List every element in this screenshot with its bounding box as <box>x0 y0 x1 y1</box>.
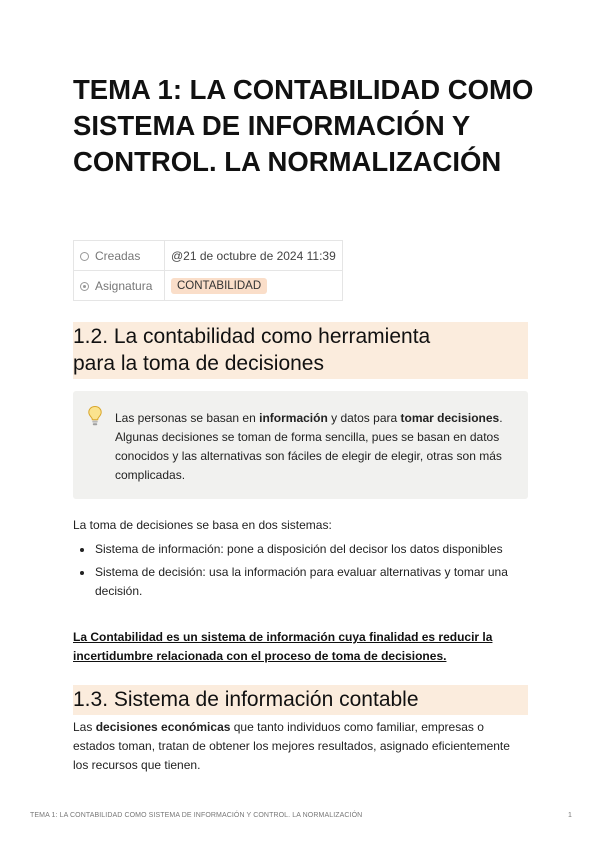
page-title: TEMA 1: LA CONTABILIDAD COMO SISTEMA DE INFORMACIÓN Y CONTROL. LA NORMALIZACIÓN <box>73 74 534 177</box>
paragraph-1-3 <box>73 718 528 775</box>
section-heading-1-2-line1: 1.2. La contabilidad como herramienta <box>73 325 431 348</box>
key-statement: La Contabilidad es un sistema de información cuya finalidad es reducir la incertidumbre relacionada con el proceso de toma de decisiones. <box>73 630 493 663</box>
page-footer <box>30 812 572 819</box>
callout-box <box>73 391 528 499</box>
subject-tag: CONTABILIDAD <box>171 278 267 294</box>
callout-bold-tomar-decisiones: tomar decisiones <box>400 411 500 425</box>
section-heading-1-2-line2: para la toma de decisiones <box>73 352 324 375</box>
select-icon <box>80 282 89 291</box>
callout-text <box>115 409 511 485</box>
properties-table <box>73 240 343 301</box>
callout-bold-informacion: información <box>259 411 328 425</box>
property-row-subject <box>74 271 343 301</box>
list-item: Sistema de decisión: usa la información para evaluar alternativas y tomar una decisión. <box>73 563 528 601</box>
property-key-subject <box>74 271 165 301</box>
bold-decisiones-economicas: decisiones económicas <box>95 720 231 734</box>
callout-text-part: . Algunas decisiones se toman de forma sencilla, pues se basan en datos conocidos y las alternativas son fáciles de elegir de elegir, otras son más complicadas. <box>115 411 503 482</box>
lightbulb-icon <box>87 405 103 427</box>
section-heading-1-3: 1.3. Sistema de información contable <box>73 685 528 715</box>
clock-icon <box>80 252 89 261</box>
bullet-list <box>73 540 528 605</box>
created-label: Creadas <box>95 248 141 263</box>
callout-text-part: Las personas se basan en <box>115 411 260 425</box>
subject-label: Asignatura <box>95 278 153 293</box>
paragraph-text-part: que tanto individuos como familiar, empresas o estados toman, tratan de obtener los mejores resultados, asignado eficientemente los recursos que tienen. <box>73 720 510 772</box>
paragraph-intro: La toma de decisiones se basa en dos sistemas: <box>73 518 332 532</box>
created-value: @21 de octubre de 2024 11:39 <box>165 241 343 271</box>
subject-value-cell <box>165 271 343 301</box>
footer-text: TEMA 1: LA CONTABILIDAD COMO SISTEMA DE INFORMACIÓN Y CONTROL. LA NORMALIZACIÓN <box>30 812 363 819</box>
list-item: Sistema de información: pone a disposición del decisor los datos disponibles <box>73 540 528 559</box>
property-row-created <box>74 241 343 271</box>
paragraph-text-part: Las <box>73 720 96 734</box>
property-key-created <box>74 241 165 271</box>
section-heading-1-2 <box>73 322 528 379</box>
page-number: 1 <box>568 812 572 819</box>
callout-text-part: y datos para <box>327 411 401 425</box>
